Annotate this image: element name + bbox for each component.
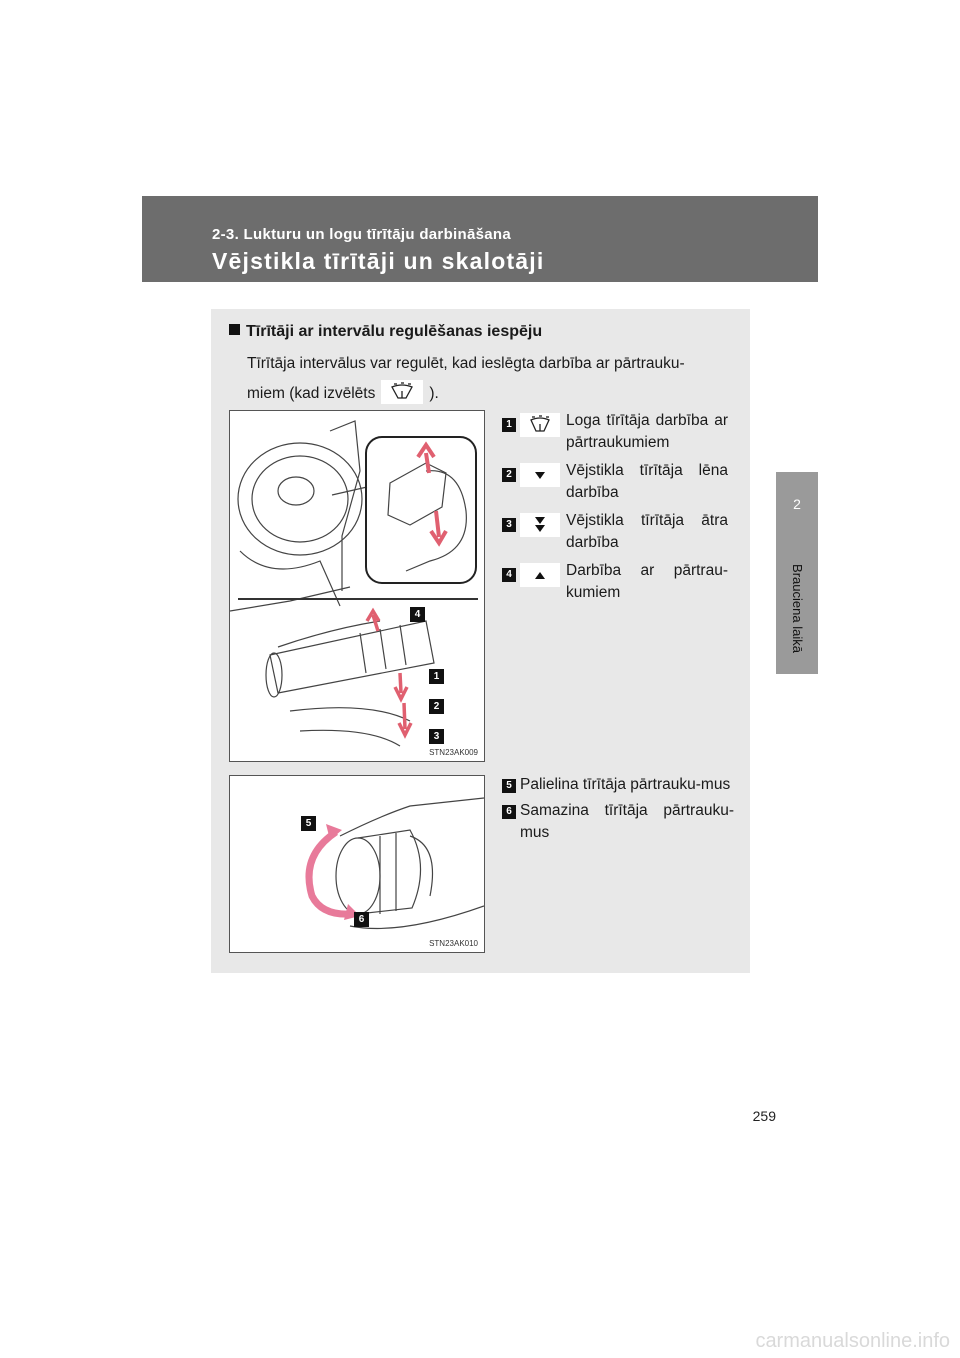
figure-interval-ring [229,775,485,953]
chapter-tab[interactable] [776,472,818,674]
figure-code: STN23AK010 [429,939,478,948]
item-text: Vējstikla tīrītāja lēna darbība [566,462,728,501]
chapter-number: 2 [793,496,801,512]
square-bullet-icon [229,324,240,335]
intro-line-2-end: ). [429,385,439,402]
list-item [502,460,734,508]
item-badge: 1 [502,418,516,432]
page-number: 259 [752,1108,776,1124]
item-text: Darbība ar pārtrau-kumiem [566,562,728,601]
list-item [502,560,734,608]
section-label: 2-3. Lukturu un logu tīrītāju darbināšana [212,226,511,243]
double-down-arrow-icon [520,513,560,537]
intermittent-wiper-icon [520,413,560,437]
subheading: Tīrītāji ar intervālu regulēšanas iespēju [229,323,542,341]
figure-badge-1: 1 [429,669,444,684]
figure-badge-5: 5 [301,816,316,831]
content-panel [211,309,750,973]
item-text: Vējstikla tīrītāja ātra darbība [566,512,728,551]
figure-badge-3: 3 [429,729,444,744]
figure-wiper-lever [229,410,485,762]
single-down-arrow-icon [520,463,560,487]
intro-paragraph [247,349,743,409]
list-item [502,410,734,458]
interval-list [502,774,734,848]
figure-badge-6: 6 [354,912,369,927]
item-badge: 3 [502,518,516,532]
intro-line-1: Tīrītāja intervālus var regulēt, kad ieslēgta darbība ar pārtrauku- [247,355,685,372]
item-badge: 2 [502,468,516,482]
chapter-label: Brauciena laikā [789,563,805,653]
item-badge: 5 [502,779,516,793]
item-badge: 4 [502,568,516,582]
figure-code: STN23AK009 [429,748,478,757]
list-item [502,800,734,844]
page-header [142,196,818,282]
page-title: Vējstikla tīrītāji un skalotāji [212,248,545,274]
item-text: Palielina tīrītāja pārtrauku-mus [520,776,731,793]
watermark: carmanualsonline.info [755,1330,950,1352]
item-text: Loga tīrītāja darbība ar pārtraukumiem [566,412,728,451]
item-badge: 6 [502,805,516,819]
function-list [502,410,734,610]
intro-line-2-start: miem (kad izvēlēts [247,385,376,402]
up-arrow-icon [520,563,560,587]
figure-badge-4: 4 [410,607,425,622]
figure-badge-2: 2 [429,699,444,714]
side-tab-top [776,196,818,282]
list-item [502,774,734,796]
list-item [502,510,734,558]
item-text: Samazina tīrītāja pārtrauku-mus [520,802,734,841]
intermittent-wiper-icon [381,380,423,404]
